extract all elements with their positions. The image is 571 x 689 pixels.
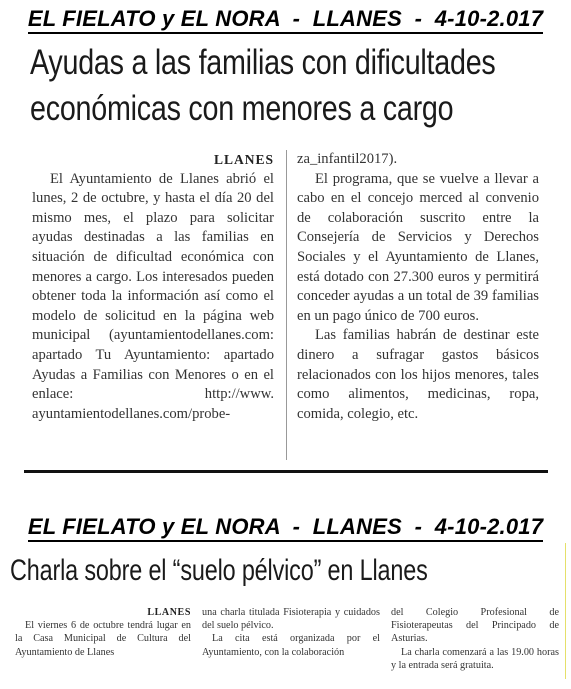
byline: LLANES	[213, 152, 274, 167]
byline: LLANES	[147, 607, 191, 618]
article-headline	[30, 40, 555, 132]
headline-line-1: Ayudas a las familias con dificultades	[30, 43, 496, 82]
section-divider	[24, 470, 548, 473]
newspaper-source-header	[0, 6, 571, 32]
article-column-1	[15, 606, 191, 659]
article-column-1	[32, 150, 274, 424]
column-divider	[286, 150, 287, 460]
paragraph-continuation: una charla titulada Fisioterapia y cuidados del suelo pélvico.	[202, 607, 380, 632]
paragraph: El viernes 6 de octubre tendrá lugar en la Casa Municipal de Cultura del Ayuntamiento de Llanes	[15, 620, 191, 658]
header-text: EL FIELATO y EL NORA - LLANES - 4-10-2.017	[28, 6, 543, 34]
article-column-2	[297, 150, 539, 424]
paragraph-continuation: za_infantil2017).	[297, 151, 398, 167]
paragraph: La charla comenzará a las 19.00 horas y la entrada será gratuita.	[391, 646, 559, 671]
paragraph: El programa, que se vuelve a llevar a cabo en el concejo merced al convenio de colaboración suscrito entre la Consejería de Servicios y Derechos Sociales y el Ayuntamiento de Llanes, está dotado con 27.300 euros y permitirá conceder ayudas a un total de 39 familias en un pago único de 700 euros.	[297, 170, 539, 324]
article-column-3	[391, 606, 559, 672]
paragraph-continuation: del Colegio Profesional de Fisioterapeutas del Principado de Asturias.	[391, 607, 559, 645]
headline-line-2: económicas con menores a cargo	[30, 89, 454, 128]
highlight-line	[565, 543, 566, 679]
paragraph: La cita está organizada por el Ayuntamiento, con la colaboración	[202, 633, 380, 658]
header-text: EL FIELATO y EL NORA - LLANES - 4-10-2.017	[28, 514, 543, 542]
paragraph: El Ayuntamiento de Llanes abrió el lunes, 2 de octubre, y hasta el día 20 del mismo mes, el plazo para solicitar ayudas destinadas a las familias en situación de dificultad económica con menores a cargo. Los interesados pueden obtener toda la información así como el modelo de solicitud en la página web municipal (ayuntamientodellanes.com: apartado Tu Ayuntamiento: apartado Ayudas a Familias con Menores o en el enlace: http://www. ayuntamientodellanes.com/probe-	[32, 170, 274, 422]
article-column-2	[202, 606, 380, 659]
article-headline: Charla sobre el “suelo pélvico” en Llanes	[10, 554, 428, 587]
paragraph: Las familias habrán de destinar este dinero a sufragar gastos básicos relacionados con los hijos menores, tales como alimentos, medicinas, ropa, comida, colegio, etc.	[297, 327, 539, 422]
newspaper-source-header	[0, 514, 571, 540]
